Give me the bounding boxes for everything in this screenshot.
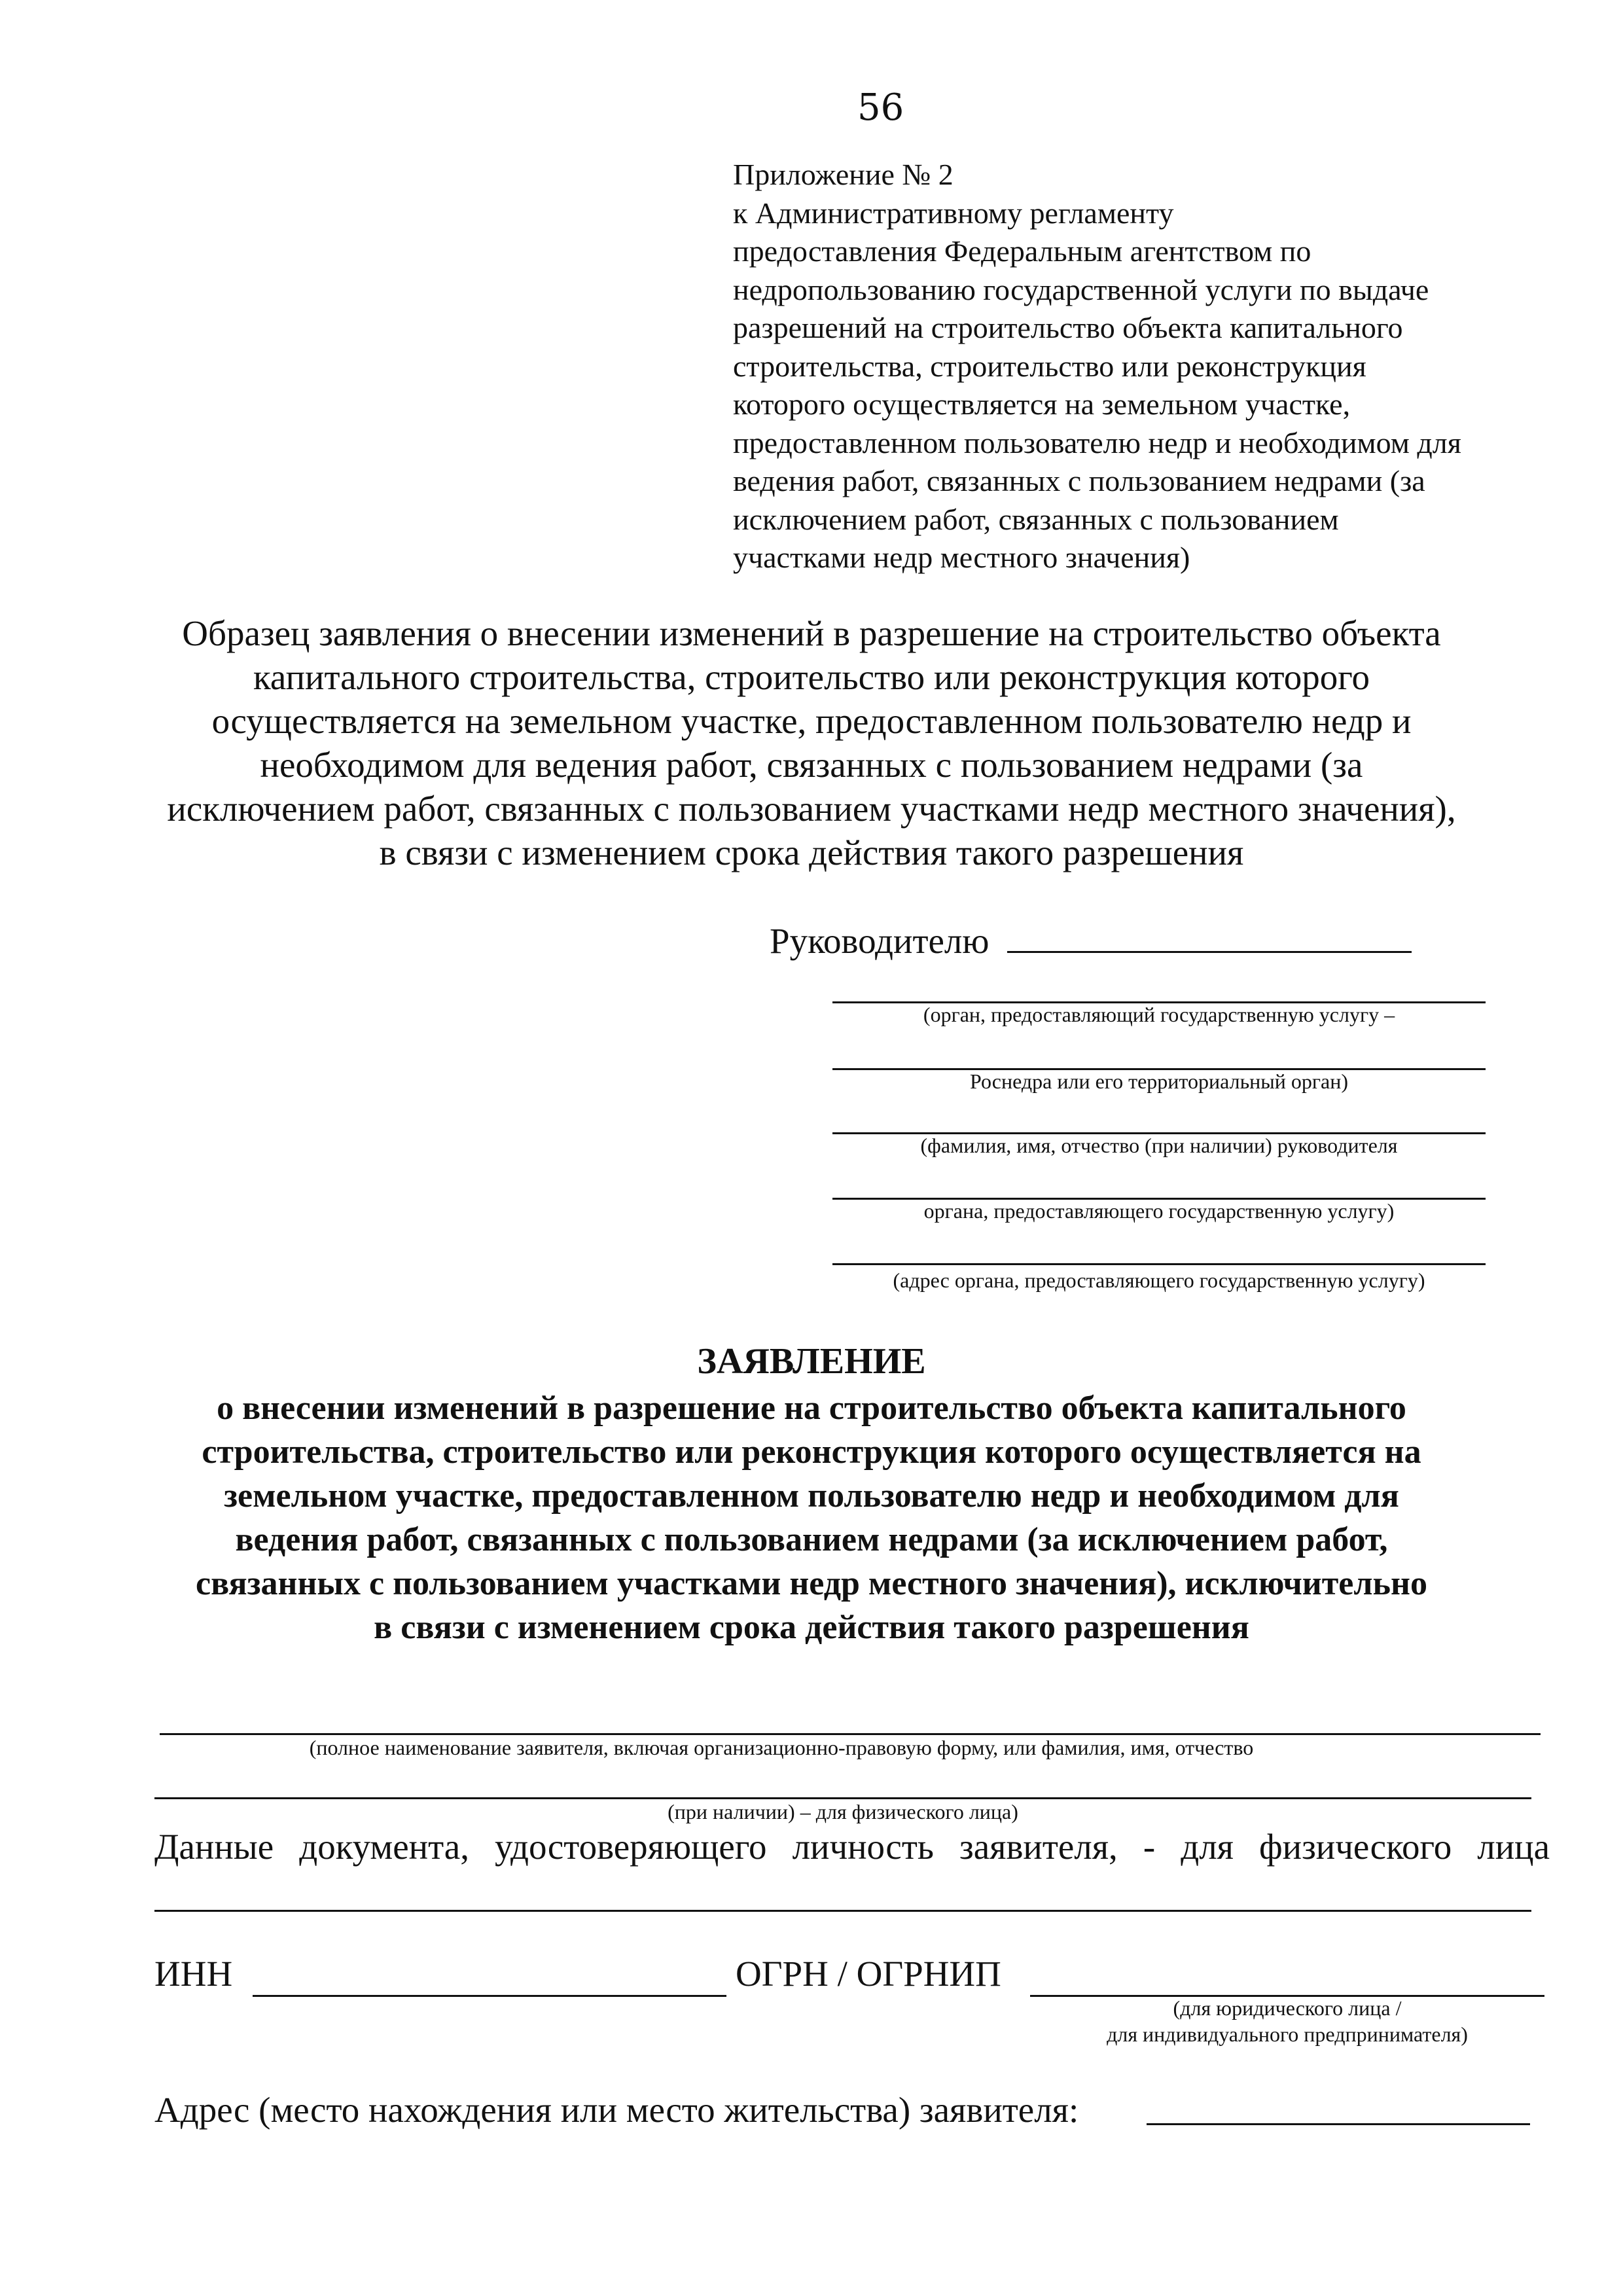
sample-heading-line: капитального строительства, строительство или реконструкция которого: [253, 657, 1370, 697]
ogrn-caption: (для юридического лица /: [1173, 1996, 1402, 2020]
statement-line: земельном участке, предоставленном пользователю недр и необходимом для: [224, 1477, 1399, 1515]
appendix-line: исключением работ, связанных с пользованием: [733, 502, 1339, 536]
addressee-caption: (адрес органа, предоставляющего государственную услугу): [893, 1268, 1425, 1292]
ogrn-caption: для индивидуального предпринимателя): [1107, 2022, 1468, 2046]
sample-heading: [98, 611, 1525, 874]
inn-field[interactable]: [253, 1995, 726, 1997]
appendix-line: которого осуществляется на земельном участке,: [733, 387, 1351, 421]
appendix-line: строительства, строительство или реконструкция: [733, 349, 1366, 383]
appendix-line: предоставления Федеральным агентством по: [733, 234, 1311, 268]
address-label: Адрес (место нахождения или место жительства) заявителя:: [154, 2090, 1079, 2130]
address-field[interactable]: [1147, 2123, 1530, 2125]
appendix-line: недропользованию государственной услуги по выдаче: [733, 272, 1429, 306]
statement-title: ЗАЯВЛЕНИЕ: [697, 1341, 926, 1382]
applicant-name-field[interactable]: [160, 1733, 1541, 1735]
sample-heading-line: в связи с изменением срока действия такого разрешения: [379, 833, 1244, 872]
addressee-label: Руководителю: [770, 921, 990, 961]
sample-heading-line: осуществляется на земельном участке, предоставленном пользователю недр и: [211, 701, 1412, 741]
appendix-line: предоставленном пользователю недр и необходимом для: [733, 425, 1461, 459]
appendix-note: [733, 156, 1597, 577]
addressee-caption: Роснедра или его территориальный орган): [969, 1069, 1349, 1093]
applicant-name-field-2[interactable]: [154, 1797, 1531, 1799]
statement-line: ведения работ, связанных с пользованием недрами (за исключением работ,: [235, 1521, 1388, 1558]
applicant-name-caption-2: (при наличии) – для физического лица): [668, 1800, 1018, 1823]
statement-line: о внесении изменений в разрешение на строительство объекта капитального: [217, 1390, 1406, 1427]
id-document-label: Данные документа, удостоверяющего личность заявителя, - для физического лица: [154, 1827, 1550, 1867]
statement-line: в связи с изменением срока действия такого разрешения: [374, 1609, 1249, 1646]
addressee-caption: (фамилия, имя, отчество (при наличии) руководителя: [920, 1134, 1398, 1157]
statement-subtitle: [98, 1386, 1525, 1649]
page-number: 56: [857, 86, 904, 129]
sample-heading-line: необходимом для ведения работ, связанных с пользованием недрами (за: [260, 745, 1363, 785]
addressee-caption: органа, предоставляющего государственную услугу): [923, 1199, 1395, 1223]
appendix-line: к Административному регламенту: [733, 196, 1174, 230]
sample-heading-line: Образец заявления о внесении изменений в разрешение на строительство объекта: [182, 613, 1441, 653]
addressee-caption: (орган, предоставляющий государственную услугу –: [923, 1003, 1395, 1026]
appendix-line: ведения работ, связанных с пользованием недрами (за: [733, 464, 1425, 497]
appendix-line: Приложение № 2: [733, 158, 954, 191]
appendix-line: разрешений на строительство объекта капитального: [733, 311, 1403, 344]
addressee-field[interactable]: [1007, 925, 1412, 953]
ogrn-label: ОГРН / ОГРНИП: [736, 1954, 1001, 1994]
inn-label: ИНН: [154, 1954, 233, 1994]
id-document-field[interactable]: [154, 1910, 1531, 1912]
sample-heading-line: исключением работ, связанных с пользованием участками недр местного значения),: [167, 789, 1456, 829]
statement-line: строительства, строительство или реконструкция которого осуществляется на: [202, 1433, 1421, 1471]
appendix-line: участками недр местного значения): [733, 541, 1190, 574]
addressee-address-field[interactable]: [832, 1263, 1486, 1265]
addressee-line: [770, 920, 1412, 961]
statement-line: связанных с пользованием участками недр местного значения), исключительно: [195, 1565, 1427, 1602]
applicant-name-caption: (полное наименование заявителя, включая организационно-правовую форму, или фамилия, имя, отчество: [309, 1736, 1254, 1759]
